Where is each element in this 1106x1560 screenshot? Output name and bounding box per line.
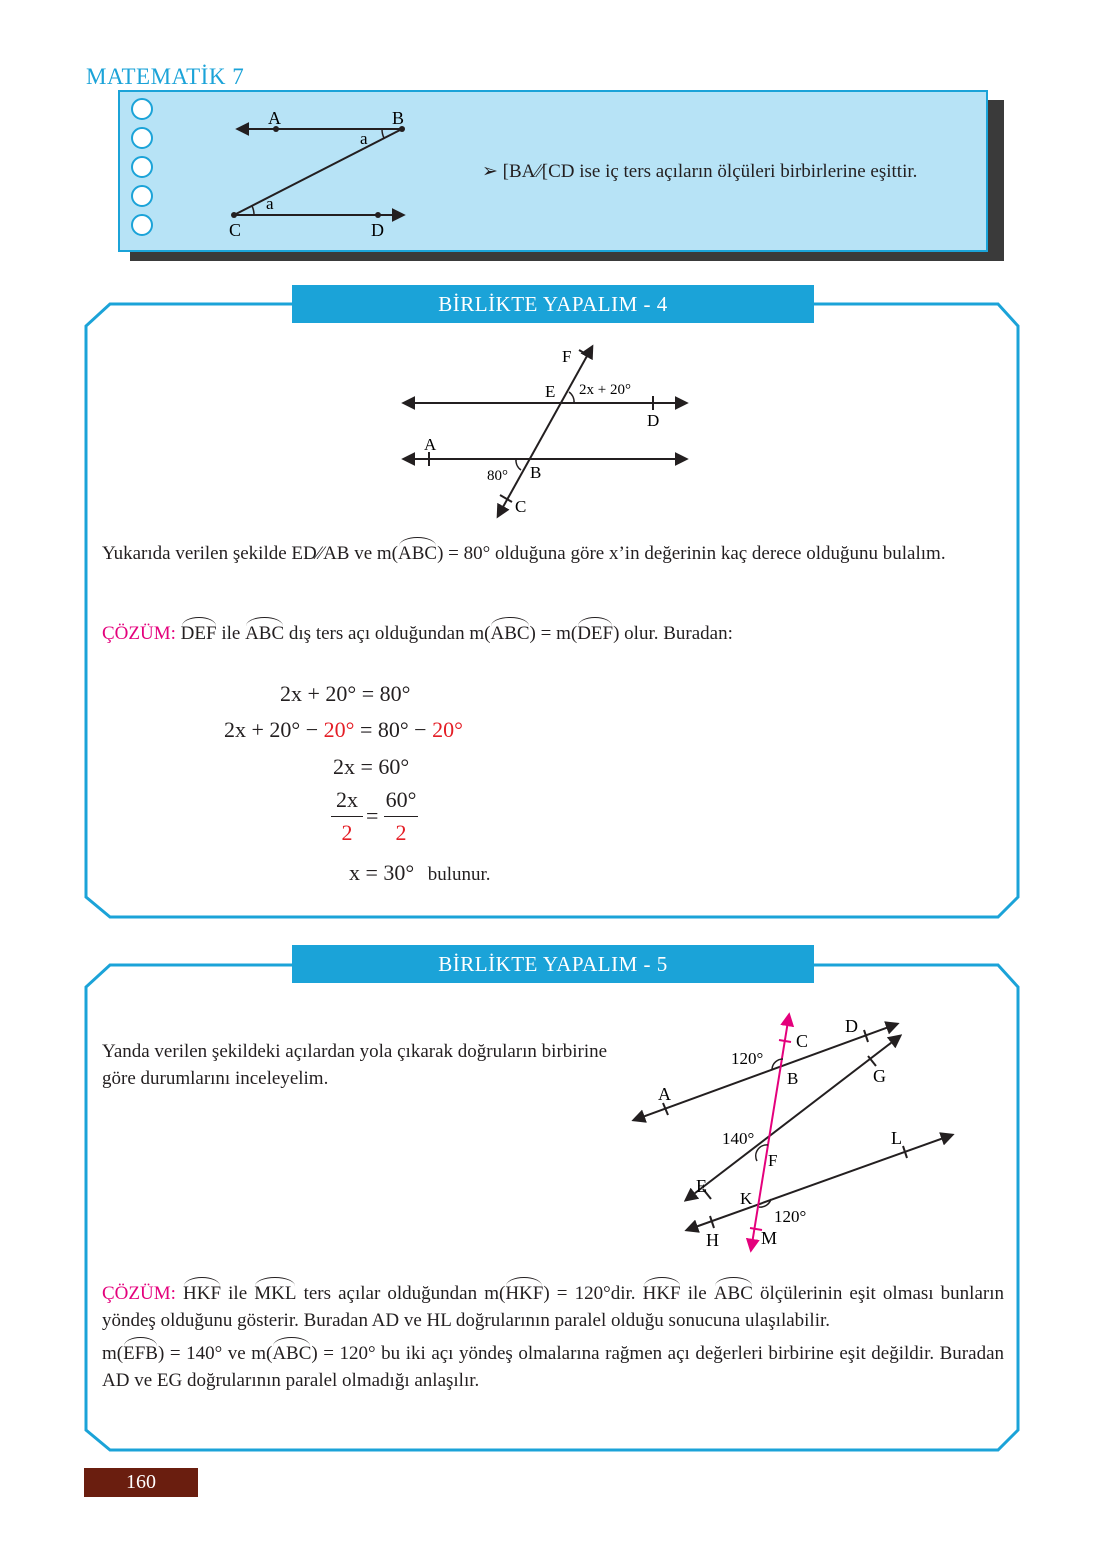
angle-arc-text: DEF xyxy=(181,620,217,647)
example5-banner: BİRLİKTE YAPALIM - 5 xyxy=(292,945,814,983)
angle-80: 80° xyxy=(487,468,508,484)
equation-1: 2x + 20° = 80° xyxy=(280,681,411,706)
page-number: 160 xyxy=(84,1468,198,1497)
label-e: E xyxy=(696,1176,707,1196)
label-b: B xyxy=(392,108,405,128)
angle-expression: 2x + 20° xyxy=(579,382,631,398)
label-d: D xyxy=(647,411,660,430)
line-eg xyxy=(686,1036,900,1200)
angle-arc-text: ABC xyxy=(490,620,529,647)
angle-arc-text: HKF xyxy=(643,1280,681,1307)
fraction-left: $\frac{2x}{2}$ xyxy=(331,787,363,846)
label-b: B xyxy=(787,1069,799,1088)
label-m: M xyxy=(761,1228,778,1248)
solution-label: ÇÖZÜM: xyxy=(102,1283,176,1304)
label-a: A xyxy=(268,108,281,128)
example5-solution-p2: m(EFB) = 140° ve m(ABC) = 120° bu iki açı yöndeş olmalarına rağmen açı değerleri birbirine eşit değildir. Buradan AD ve EG doğrularının paralel olmadığı anlaşılır. xyxy=(102,1340,1004,1394)
angle-label: a xyxy=(360,129,368,148)
angle-120-top: 120° xyxy=(731,1049,764,1068)
angle-arc-text: EFB xyxy=(123,1340,158,1367)
label-c: C xyxy=(796,1031,809,1051)
angle-arc-text: DEF xyxy=(577,620,613,647)
label-l: L xyxy=(891,1128,902,1148)
page-header-title: MATEMATİK 7 xyxy=(86,64,245,89)
label-e: E xyxy=(545,382,556,401)
equation-2: 2x + 20° − 20° = 80° − 20° xyxy=(224,717,463,742)
label-f: F xyxy=(768,1151,778,1170)
angle-arc-text: ABC xyxy=(245,620,284,647)
angle-arc-text: MKL xyxy=(254,1280,296,1307)
angle-140: 140° xyxy=(722,1129,755,1148)
label-c: C xyxy=(229,220,242,240)
label-g: G xyxy=(873,1066,886,1086)
label-b: B xyxy=(530,463,542,482)
example4-question: Yukarıda verilen şekilde ED⁄⁄AB ve m(ABC) = 80° olduğuna göre x’in değerinin kaç derece olduğunu bulalım. xyxy=(102,540,1004,567)
label-k: K xyxy=(740,1189,753,1208)
fraction-equals: = xyxy=(366,803,379,828)
example4-solution: ÇÖZÜM: DEF ile ABC dış ters açı olduğundan m(ABC) = m(DEF) olur. Buradan: xyxy=(102,620,1004,647)
label-c: C xyxy=(515,497,527,516)
angle-arc-text: ABC xyxy=(398,540,437,567)
info-statement: [BA⁄⁄[CD ise iç ters açıların ölçüleri birbirlerine eşittir. xyxy=(502,161,918,182)
label-d: D xyxy=(845,1016,858,1036)
equation-3: 2x = 60° xyxy=(333,754,410,779)
label-a: A xyxy=(658,1084,671,1104)
example4-banner: BİRLİKTE YAPALIM - 4 xyxy=(292,285,814,323)
angle-label: a xyxy=(266,194,274,213)
fraction-right: $\frac{60^\circ}{2}$ xyxy=(385,787,417,845)
solution-label: ÇÖZÜM: xyxy=(102,623,176,644)
line-ad xyxy=(634,1024,897,1120)
label-a: A xyxy=(424,435,437,454)
line-hl xyxy=(687,1135,952,1230)
label-h: H xyxy=(706,1230,719,1250)
angle-arc-text: HKF xyxy=(505,1280,543,1307)
example5-intro: Yanda verilen şekildeki açılardan yola çıkarak doğruların birbirine göre durumlarını inceleyelim. xyxy=(102,1041,608,1089)
angle-arc-text: ABC xyxy=(714,1280,753,1307)
example5-solution-p1: ÇÖZÜM: HKF ile MKL ters açılar olduğundan m(HKF) = 120°dir. HKF ile ABC ölçülerinin eşit olması bunların yöndeş olduğunu gösterir. Buradan AD ve HL doğrularının paralel olduğu sonucuna ulaşılabilir. xyxy=(102,1280,1004,1334)
angle-arc-text: ABC xyxy=(272,1340,311,1367)
angle-arc-text: HKF xyxy=(183,1280,221,1307)
label-d: D xyxy=(371,220,384,240)
label-f: F xyxy=(562,347,572,366)
angle-120-bottom: 120° xyxy=(774,1207,807,1226)
equation-result: x = 30° bulunur. xyxy=(349,860,491,885)
bullet-icon: ➢ xyxy=(482,161,498,182)
